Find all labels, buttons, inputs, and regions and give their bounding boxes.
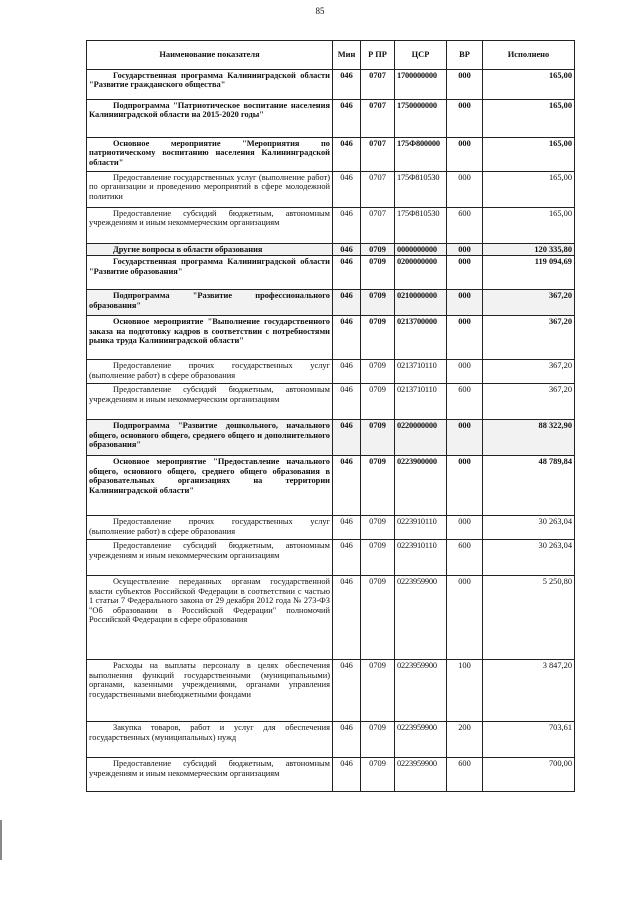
row-ministry-cell: 046 [333,384,361,420]
row-ministry-cell: 046 [333,420,361,456]
row-ministry-cell: 046 [333,516,361,540]
row-target-article-cell: 0213710110 [395,384,447,420]
row-name-cell: Основное мероприятие "Выполнение государственного заказа на подготовку кадров в соответствии с потребностями рынка труда Калининградской области" [87,316,333,360]
row-name-cell: Предоставление субсидий бюджетным, автономным учреждениям и иным некоммерческим организациям [87,758,333,792]
table-row [87,576,575,660]
row-section-cell: 0709 [361,576,395,660]
column-header-executed: Исполнено [483,41,575,70]
row-executed-cell: 3 847,20 [483,660,575,722]
row-executed-cell: 700,00 [483,758,575,792]
row-name-cell: Предоставление субсидий бюджетным, автономным учреждениям и иным некоммерческим организациям [87,384,333,420]
row-section-cell: 0709 [361,244,395,256]
row-name-cell: Осуществление переданных органам государственной власти субъектов Российской Федерации в соответствии с частью 1 статьи 7 Федерального закона от 29 декабря 2012 года № 273-ФЗ "Об образовании в Российской Федерации" полномочий Российской Федерации в сфере образования [87,576,333,660]
row-name-cell: Предоставление субсидий бюджетным, автономным учреждениям и иным некоммерческим организациям [87,208,333,244]
row-executed-cell: 119 094,69 [483,256,575,290]
table-row [87,420,575,456]
row-name-cell: Расходы на выплаты персоналу в целях обеспечения выполнения функций государственными (муниципальными) органами, казенными учреждениями, органами управления государственными внебюджетными фондами [87,660,333,722]
row-expense-type-cell: 000 [447,316,483,360]
row-expense-type-cell: 600 [447,208,483,244]
row-name-cell: Подпрограмма "Развитие профессионального образования" [87,290,333,316]
row-section-cell: 0709 [361,722,395,758]
row-section-cell: 0709 [361,456,395,516]
row-expense-type-cell: 600 [447,540,483,576]
row-target-article-cell: 175Ф810530 [395,172,447,208]
row-target-article-cell: 175Ф800000 [395,138,447,172]
row-executed-cell: 30 263,04 [483,540,575,576]
row-name-cell: Предоставление государственных услуг (выполнение работ) по организации и проведению мероприятий в сфере молодежной политики [87,172,333,208]
row-section-cell: 0709 [361,316,395,360]
column-header-section: Р ПР [361,41,395,70]
table-row [87,722,575,758]
row-expense-type-cell: 600 [447,758,483,792]
row-section-cell: 0709 [361,758,395,792]
table-row [87,758,575,792]
table-row [87,138,575,172]
row-target-article-cell: 0220000000 [395,420,447,456]
row-ministry-cell: 046 [333,290,361,316]
row-target-article-cell: 0000000000 [395,244,447,256]
table-row [87,244,575,256]
row-ministry-cell: 046 [333,758,361,792]
row-expense-type-cell: 000 [447,576,483,660]
row-executed-cell: 367,20 [483,384,575,420]
row-target-article-cell: 175Ф810530 [395,208,447,244]
row-name-cell: Предоставление прочих государственных услуг (выполнение работ) в сфере образования [87,516,333,540]
row-ministry-cell: 046 [333,316,361,360]
row-ministry-cell: 046 [333,540,361,576]
table-row [87,172,575,208]
row-executed-cell: 88 322,90 [483,420,575,456]
row-name-cell: Государственная программа Калининградской области "Развитие образования" [87,256,333,290]
row-target-article-cell: 0223910110 [395,516,447,540]
column-header-ministry: Мин [333,41,361,70]
row-ministry-cell: 046 [333,660,361,722]
row-target-article-cell: 1700000000 [395,70,447,100]
row-expense-type-cell: 000 [447,138,483,172]
row-section-cell: 0707 [361,100,395,138]
table-row [87,660,575,722]
table-row [87,384,575,420]
row-section-cell: 0709 [361,290,395,316]
row-expense-type-cell: 000 [447,172,483,208]
row-ministry-cell: 046 [333,456,361,516]
row-executed-cell: 367,20 [483,290,575,316]
row-ministry-cell: 046 [333,576,361,660]
row-expense-type-cell: 200 [447,722,483,758]
row-target-article-cell: 0200000000 [395,256,447,290]
row-target-article-cell: 0223959900 [395,758,447,792]
row-section-cell: 0709 [361,420,395,456]
row-ministry-cell: 046 [333,244,361,256]
row-executed-cell: 165,00 [483,70,575,100]
row-target-article-cell: 0223959900 [395,660,447,722]
row-executed-cell: 367,20 [483,360,575,384]
row-section-cell: 0709 [361,660,395,722]
column-header-target-article: ЦСР [395,41,447,70]
row-target-article-cell: 0210000000 [395,290,447,316]
row-section-cell: 0709 [361,516,395,540]
row-expense-type-cell: 000 [447,360,483,384]
row-executed-cell: 120 335,80 [483,244,575,256]
row-name-cell: Подпрограмма "Патриотическое воспитание населения Калининградской области на 2015-2020 годы" [87,100,333,138]
row-ministry-cell: 046 [333,360,361,384]
row-ministry-cell: 046 [333,722,361,758]
table-row [87,100,575,138]
table-row [87,290,575,316]
row-executed-cell: 5 250,80 [483,576,575,660]
row-expense-type-cell: 600 [447,384,483,420]
row-ministry-cell: 046 [333,138,361,172]
table-row [87,256,575,290]
table-row [87,540,575,576]
row-ministry-cell: 046 [333,256,361,290]
row-expense-type-cell: 000 [447,516,483,540]
table-header-row [87,41,575,70]
row-name-cell: Предоставление субсидий бюджетным, автономным учреждениям и иным некоммерческим организациям [87,540,333,576]
row-section-cell: 0709 [361,256,395,290]
row-name-cell: Государственная программа Калининградской области "Развитие гражданского общества" [87,70,333,100]
row-expense-type-cell: 000 [447,456,483,516]
scan-edge-mark [0,820,2,860]
row-section-cell: 0707 [361,208,395,244]
row-name-cell: Основное мероприятие "Предоставление начального общего, основного общего, среднего общего образования в образовательных организациях на территории Калининградской области" [87,456,333,516]
table-row [87,456,575,516]
row-target-article-cell: 0213700000 [395,316,447,360]
row-executed-cell: 165,00 [483,100,575,138]
row-ministry-cell: 046 [333,100,361,138]
table-row [87,208,575,244]
row-executed-cell: 165,00 [483,172,575,208]
table-row [87,316,575,360]
row-ministry-cell: 046 [333,172,361,208]
row-expense-type-cell: 000 [447,70,483,100]
row-section-cell: 0707 [361,138,395,172]
row-target-article-cell: 0213710110 [395,360,447,384]
column-header-name: Наименование показателя [87,41,333,70]
row-expense-type-cell: 000 [447,244,483,256]
row-target-article-cell: 0223910110 [395,540,447,576]
row-executed-cell: 703,61 [483,722,575,758]
page-number: 85 [315,6,325,16]
row-executed-cell: 367,20 [483,316,575,360]
row-executed-cell: 48 789,84 [483,456,575,516]
row-section-cell: 0709 [361,360,395,384]
row-section-cell: 0707 [361,70,395,100]
table-row [87,70,575,100]
row-section-cell: 0709 [361,384,395,420]
row-expense-type-cell: 000 [447,290,483,316]
row-name-cell: Закупка товаров, работ и услуг для обеспечения государственных (муниципальных) нужд [87,722,333,758]
row-name-cell: Основное мероприятие "Мероприятия по патриотическому воспитанию населения Калининградской области" [87,138,333,172]
row-expense-type-cell: 000 [447,420,483,456]
row-ministry-cell: 046 [333,208,361,244]
row-target-article-cell: 0223959900 [395,722,447,758]
row-executed-cell: 165,00 [483,208,575,244]
table-row [87,516,575,540]
column-header-expense-type: ВР [447,41,483,70]
row-name-cell: Подпрограмма "Развитие дошкольного, начального общего, основного общего, среднего общего и дополнительного образования" [87,420,333,456]
table-row [87,360,575,384]
row-target-article-cell: 0223959900 [395,576,447,660]
row-executed-cell: 30 263,04 [483,516,575,540]
row-target-article-cell: 1750000000 [395,100,447,138]
row-name-cell: Предоставление прочих государственных услуг (выполнение работ) в сфере образования [87,360,333,384]
row-section-cell: 0709 [361,540,395,576]
row-name-cell: Другие вопросы в области образования [87,244,333,256]
expenditure-table [86,40,575,792]
row-expense-type-cell: 000 [447,256,483,290]
row-section-cell: 0707 [361,172,395,208]
row-expense-type-cell: 000 [447,100,483,138]
row-expense-type-cell: 100 [447,660,483,722]
row-target-article-cell: 0223900000 [395,456,447,516]
row-ministry-cell: 046 [333,70,361,100]
row-executed-cell: 165,00 [483,138,575,172]
